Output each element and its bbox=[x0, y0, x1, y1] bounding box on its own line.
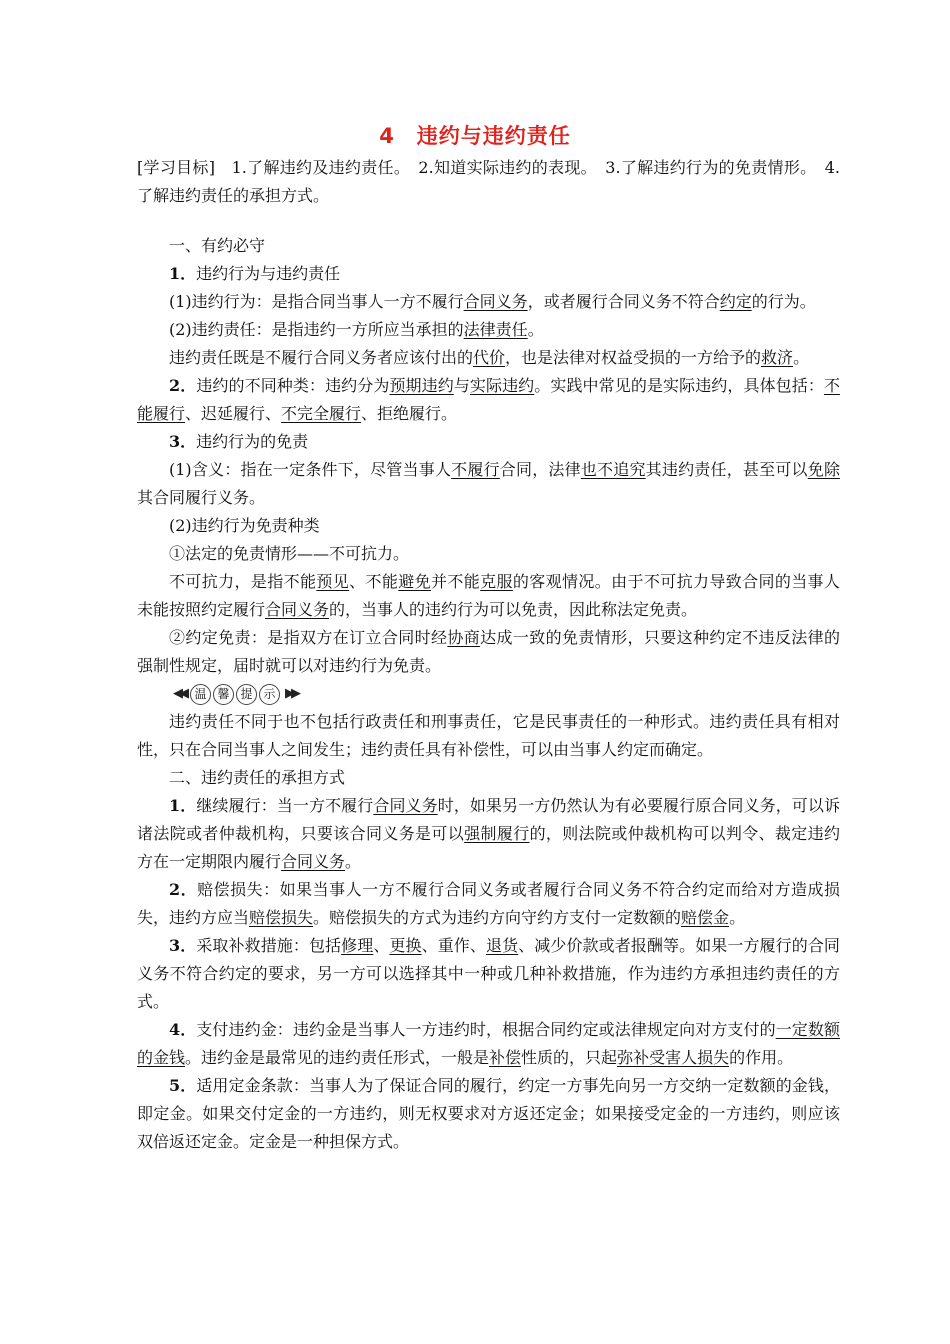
text: 的，则法院或仲裁机构可以判令、裁定违约方在一定期限内履行 bbox=[137, 824, 840, 871]
item-number: 5． bbox=[169, 1076, 197, 1095]
text: ，或者履行合同义务不符合 bbox=[527, 292, 720, 311]
text: (1)违约行为：是指合同当事人一方不履行 bbox=[169, 292, 464, 311]
tip-char: 提 bbox=[236, 684, 257, 705]
underlined-term: 代价 bbox=[473, 348, 506, 367]
underlined-term: 避免 bbox=[398, 572, 431, 591]
underlined-term: 退货 bbox=[486, 936, 519, 955]
para-violation-act bbox=[137, 288, 840, 316]
text: ，也是法律对权益受损的一方给予的 bbox=[505, 348, 762, 367]
tip-char: 温 bbox=[190, 684, 211, 705]
text: 并不能 bbox=[430, 572, 481, 591]
text: 违约责任既是不履行合同义务者应该付出的 bbox=[169, 348, 474, 367]
underlined-term: 弥补受害人损失 bbox=[617, 1048, 730, 1067]
text: 。实践中常见的是实际违约，具体包括： bbox=[534, 376, 824, 395]
underlined-term: 补偿 bbox=[489, 1048, 522, 1067]
underlined-term: 赔偿金 bbox=[681, 908, 730, 927]
item-number: 4． bbox=[169, 1020, 197, 1039]
text: 。 bbox=[793, 348, 810, 367]
underlined-term: 更换 bbox=[389, 936, 422, 955]
text: 适用定金条款：当事人为了保证合同的履行，约定一方事先向另一方交纳一定数额的金钱，即定金。如果交付定金的一方违约，则无权要求对方返还定金；如果接受定金的一方违约，则应该双倍返还定金。定金是一种担保方式。 bbox=[137, 1076, 840, 1151]
text: 、拒绝履行。 bbox=[361, 404, 458, 423]
para-violation-liability bbox=[137, 316, 840, 344]
para-violation-types bbox=[137, 372, 840, 428]
learning-goals: [学习目标] 1.了解违约及违约责任。 2.知道实际违约的表现。 3.了解违约行为的免责情形。 4.了解违约责任的承担方式。 bbox=[137, 158, 840, 205]
page-title: 4 违约与违约责任 bbox=[379, 124, 571, 148]
item-continue-performance bbox=[137, 792, 840, 876]
text: 的，当事人的违约行为可以免责，因此称法定免责。 bbox=[329, 600, 698, 619]
double-right-arrow-icon: ▶▶ bbox=[285, 686, 297, 701]
tip-char: 示 bbox=[259, 684, 280, 705]
underlined-term: 也不追究 bbox=[580, 460, 646, 479]
s1-title-text: 违约行为与违约责任 bbox=[196, 264, 341, 283]
warm-tip-label bbox=[137, 680, 840, 708]
text: 其合同履行义务。 bbox=[137, 488, 266, 507]
para-agreed-exemption bbox=[137, 624, 840, 680]
text: 赔偿损失：如果当事人一方不履行合同义务或者履行合同义务不符合约定而给对方造成损失，违约方应当 bbox=[137, 880, 840, 927]
para-liability-nature bbox=[137, 344, 840, 372]
item-remedial-measures bbox=[137, 932, 840, 1016]
text: 支付违约金：违约金是当事人一方违约时，根据合同约定或法律规定向对方支付的 bbox=[196, 1020, 776, 1039]
text: 。赔偿损失的方式为违约方向守约方支付一定数额的 bbox=[313, 908, 682, 927]
text: (2)违约责任：是指违约一方所应当承担的 bbox=[169, 320, 464, 339]
item-number: 1． bbox=[169, 796, 197, 815]
underlined-term: 免除 bbox=[807, 460, 840, 479]
s1-number: 1． bbox=[169, 264, 197, 283]
s2-number: 2． bbox=[169, 376, 197, 395]
underlined-term: 合同义务 bbox=[373, 796, 438, 815]
text: 违约的不同种类：违约分为 bbox=[196, 376, 390, 395]
text: 性质的，只起 bbox=[521, 1048, 618, 1067]
underlined-term: 合同义务 bbox=[463, 292, 528, 311]
para-exemption-meaning bbox=[137, 456, 840, 512]
underlined-term: 预期违约 bbox=[389, 376, 454, 395]
text: ②约定免责：是指双方在订立合同时经 bbox=[169, 628, 448, 647]
text: 。违约金是最常见的违约责任形式，一般是 bbox=[185, 1048, 490, 1067]
underlined-term: 不履行 bbox=[451, 460, 500, 479]
underlined-term: 一定数额的金钱 bbox=[137, 1020, 840, 1067]
underlined-term: 不完全履行 bbox=[281, 404, 362, 423]
underlined-term: 救济 bbox=[761, 348, 794, 367]
text: 。 bbox=[527, 320, 544, 339]
text: 。 bbox=[729, 908, 746, 927]
s1-title bbox=[137, 260, 840, 288]
item-number: 3． bbox=[169, 936, 197, 955]
spacer bbox=[137, 210, 840, 232]
text: 时，如果另一方仍然认为有必要履行原合同义务，可以诉诸法院或者仲裁机构，只要该合同义务是可以 bbox=[137, 796, 840, 843]
tip-char: 馨 bbox=[213, 684, 234, 705]
underlined-term: 修理 bbox=[341, 936, 374, 955]
text: 采取补救措施：包括 bbox=[196, 936, 342, 955]
text: 达成一致的免责情形，只要这种约定不违反法律的强制性规定，届时就可以对违约行为免责。 bbox=[137, 628, 840, 675]
text: 的行为。 bbox=[751, 292, 816, 311]
item-number: 2． bbox=[169, 880, 198, 899]
text: 的作用。 bbox=[729, 1048, 794, 1067]
text: 。 bbox=[345, 852, 362, 871]
document-body bbox=[137, 154, 840, 1156]
item-deposit bbox=[137, 1072, 840, 1156]
para-exemption-types: (2)违约行为免责种类 bbox=[169, 516, 320, 535]
s3-title-text: 违约行为的免责 bbox=[196, 432, 309, 451]
underlined-term: 约定 bbox=[719, 292, 752, 311]
text: 继续履行：当一方不履行 bbox=[196, 796, 374, 815]
text: (1)含义：指在一定条件下，尽管当事人 bbox=[169, 460, 452, 479]
item-liquidated-damages bbox=[137, 1016, 840, 1072]
section1-heading: 一、有约必守 bbox=[169, 236, 266, 255]
para-force-majeure-heading: ①法定的免责情形——不可抗力。 bbox=[169, 544, 410, 563]
underlined-term: 不能履行 bbox=[137, 376, 840, 423]
underlined-term: 实际违约 bbox=[469, 376, 535, 395]
text: 的客观情况。由于不可抗力导致合同的当事人未能按照约定履行 bbox=[137, 572, 840, 619]
item-compensation bbox=[137, 876, 840, 932]
underlined-term: 赔偿损失 bbox=[249, 908, 314, 927]
s3-title bbox=[137, 428, 840, 456]
text: 不可抗力，是指不能 bbox=[169, 572, 317, 591]
text: 、重作、 bbox=[421, 936, 486, 955]
underlined-term: 预见 bbox=[316, 572, 350, 591]
text: 、 bbox=[373, 936, 390, 955]
underlined-term: 合同义务 bbox=[281, 852, 346, 871]
double-left-arrow-icon: ◀◀ bbox=[173, 686, 185, 701]
text: 、不能 bbox=[349, 572, 399, 591]
para-force-majeure bbox=[137, 568, 840, 624]
text: 、迟延履行、 bbox=[185, 404, 282, 423]
text: 其违约责任，甚至可以 bbox=[645, 460, 808, 479]
underlined-term: 强制履行 bbox=[464, 824, 530, 843]
underlined-term: 合同义务 bbox=[265, 600, 330, 619]
warm-tip-text: 违约责任不同于也不包括行政责任和刑事责任，它是民事责任的一种形式。违约责任具有相对性，只在合同当事人之间发生；违约责任具有补偿性，可以由当事人约定而确定。 bbox=[137, 712, 840, 759]
underlined-term: 克服 bbox=[480, 572, 513, 591]
text: 与 bbox=[453, 376, 470, 395]
underlined-term: 协商 bbox=[447, 628, 481, 647]
underlined-term: 法律责任 bbox=[463, 320, 528, 339]
s3-number: 3． bbox=[169, 432, 197, 451]
section2-heading: 二、违约责任的承担方式 bbox=[169, 768, 346, 787]
text: 合同，法律 bbox=[499, 460, 581, 479]
text: 、减少价款或者报酬等。如果一方履行的合同义务不符合约定的要求，另一方可以选择其中一种或几种补救措施，作为违约方承担违约责任的方式。 bbox=[137, 936, 840, 1011]
